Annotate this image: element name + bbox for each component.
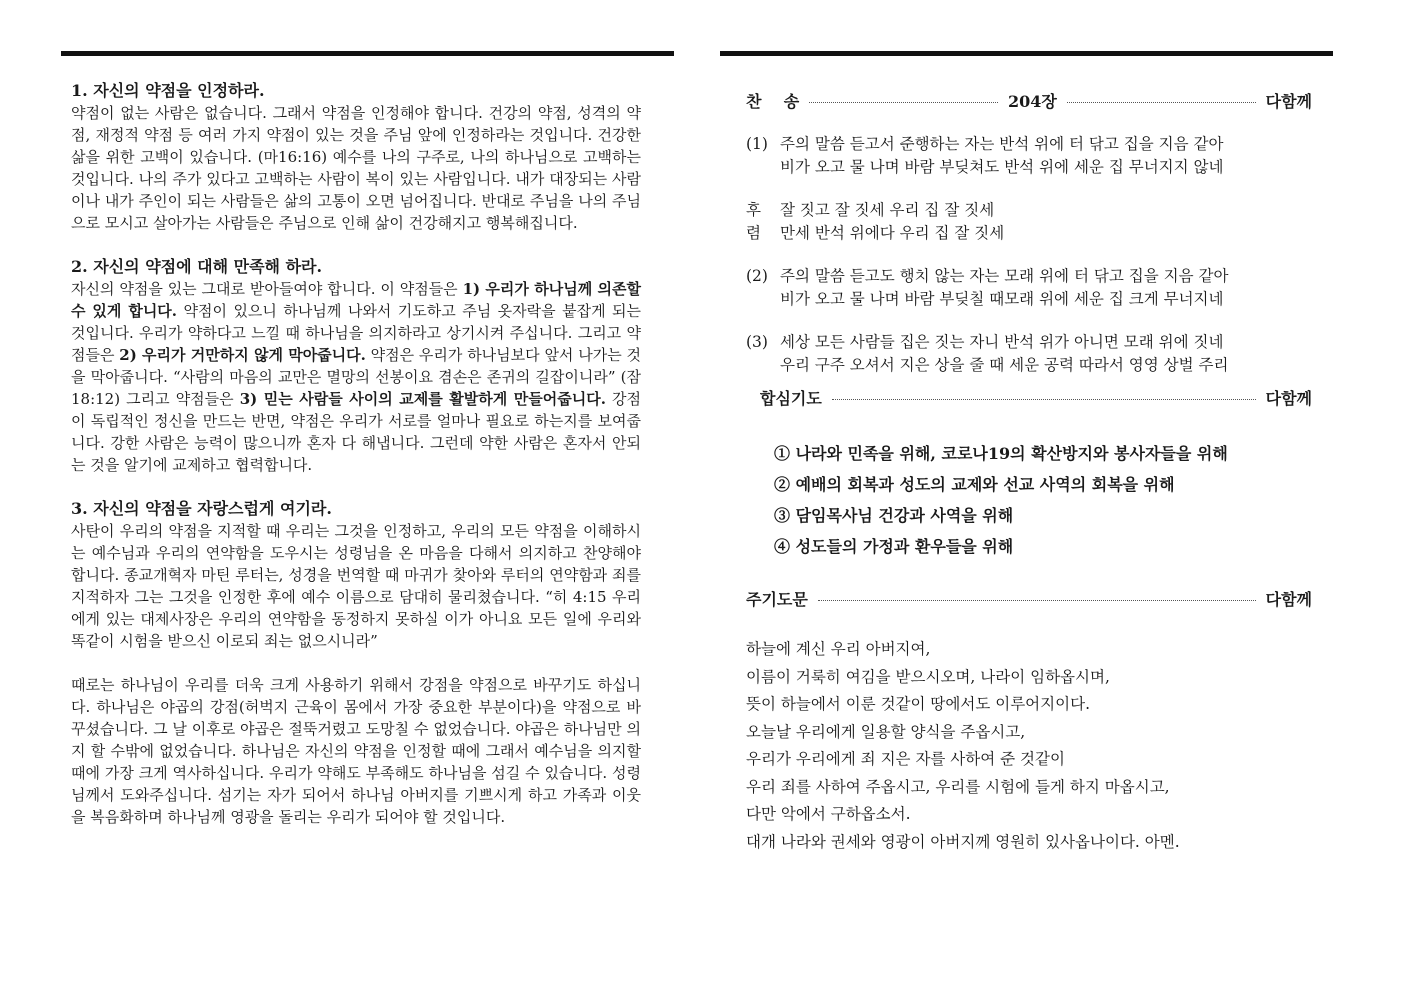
prayer-item: ③ 담임목사님 건강과 사역을 위해: [774, 506, 1014, 525]
prayer-line: 대개 나라와 권세와 영광이 아버지께 영원히 있사옵나이다. 아멘.: [746, 832, 1180, 851]
hymn-header: [746, 86, 1312, 114]
prayer-line: 오늘날 우리에게 일용할 양식을 주옵시고,: [746, 722, 1026, 741]
sermon-column: [71, 80, 641, 828]
hymn-line: [746, 265, 1312, 288]
emphasis-text: 2) 우리가 거만하지 않게 막아줍니다.: [119, 346, 366, 364]
body-text: 약점이 없는 사람은 없습니다. 그래서 약점을 인정해야 합니다. 건강의 약점, 성격의 약점, 재정적 약점 등 여러 가지 약점이 있는 것을 주님 앞에 인정하라는 것입니다. 건강한 삶을 위한 고백이 있습니다. (마16:16) 예수를 나의 구주로, 나의 하나님으로 고백하는 것입니다. 나의 주가 있다고 고백하는 사람이 복이 있는 사람입니다. 내가 대장되는 사람이나 내가 주인이 되는 사람들은 삶의 고통이 오면 넘어집니다. 반대로 주님을 나의 주님으로 모시고 살아가는 사람들은 주님으로 인해 삶이 건강해지고 행복해집니다.: [71, 104, 641, 232]
leader-dots: [832, 399, 1256, 400]
verse-mark: 렴: [746, 224, 761, 242]
lyric-text: 만세 반석 위에다 우리 집 잘 짓세: [780, 224, 1005, 242]
stanza-gap: [746, 311, 1312, 331]
hymn-who: 다함께: [1265, 91, 1312, 111]
section-title: 1. 자신의 약점을 인정하라.: [71, 81, 265, 100]
body-text: 사탄이 우리의 약점을 지적할 때 우리는 그것을 인정하고, 우리의 모든 약점을 이해하시는 예수님과 우리의 연약함을 도우시는 성령님을 온 마음을 다해서 의지하고 찬양해야 합니다. 종교개혁자 마틴 루터는, 성경을 번역할 때 마귀가 찾아와 루터의 연약함과 죄를 지적하자 그는 그것을 인정한 후에 예수 이름으로 담대히 물리쳤습니다. “히 4:15 우리에게 있는 대제사장은 우리의 연약함을 동정하지 못하실 이가 아니요 모든 일에 우리와 똑같이 시험을 받으신 이로되 죄는 없으시니라”: [71, 522, 641, 650]
section-paragraph: [71, 674, 641, 828]
leader-dots: [809, 102, 998, 103]
lords-prayer-text: [746, 636, 1312, 856]
body-text: 약점이 있으니 하나님께 나와서 기도하고 주님 옷자락을 붙잡게 되는 것입니다. 우리가 약하다고 느낄 때 하나님을 의지하라고 상기시켜 주십니다. 그리고 약점들은: [71, 302, 642, 364]
verse-mark: [746, 288, 780, 311]
prayer-line: 우리 죄를 사하여 주옵시고, 우리를 시험에 들게 하지 마옵시고,: [746, 777, 1170, 796]
section-paragraph: [71, 278, 641, 476]
hymn-label: 찬 송: [746, 91, 800, 111]
section-paragraph: [71, 102, 641, 234]
leader-dots: [1067, 102, 1256, 103]
hymn-line: [746, 199, 1312, 222]
hymn-number: 204장: [1007, 91, 1057, 111]
prayer-item: ④ 성도들의 가정과 환우들을 위해: [774, 537, 1014, 556]
hymn-line: [746, 331, 1312, 354]
hymn-line: [746, 354, 1312, 377]
verse-mark: (3): [746, 333, 768, 351]
top-rule-left: [61, 51, 674, 56]
verse-mark: (1): [746, 135, 768, 153]
verse-mark: [746, 156, 780, 179]
prayer-line: 다만 악에서 구하옵소서.: [746, 805, 911, 823]
body-text: 강점이 독립적인 정신을 만드는 반면, 약점은 우리가 서로를 얼마나 필요로 하는지를 보여줍니다. 강한 사람은 능력이 많으니까 혼자 다 해냅니다. 그런데 약한 사람은 혼자서 안되는 것을 알기에 교제하고 협력합니다.: [71, 390, 641, 474]
leader-dots: [818, 600, 1256, 601]
section-gap: [71, 476, 641, 498]
hymn-line: [746, 133, 1312, 156]
stanza-gap: [746, 179, 1312, 199]
lords-prayer-header: [746, 584, 1312, 612]
lyric-text: 잘 짓고 잘 짓세 우리 집 잘 짓세: [780, 201, 995, 219]
lyric-text: 우리 구주 오셔서 지은 상을 줄 때 세운 공력 따라서 영영 상벌 주리: [780, 356, 1229, 374]
stanza-gap: [746, 245, 1312, 265]
prayer-header: [746, 383, 1312, 411]
body-text: 자신의 약점을 있는 그대로 받아들여야 합니다. 이 약점들은: [71, 280, 463, 298]
emphasis-text: 3) 믿는 사람들 사이의 교제를 활발하게 만들어줍니다.: [239, 390, 606, 408]
lords-prayer-who: 다함께: [1265, 589, 1312, 609]
prayer-line: 뜻이 하늘에서 이룬 것같이 땅에서도 이루어지이다.: [746, 695, 1090, 713]
lyric-text: 세상 모든 사람들 집은 짓는 자니 반석 위가 아니면 모래 위에 짓네: [780, 333, 1224, 351]
section-title: 3. 자신의 약점을 자랑스럽게 여기라.: [71, 499, 332, 518]
paragraph-gap: [71, 652, 641, 674]
hymn-line: [746, 156, 1312, 179]
prayer-list: [746, 438, 1312, 562]
lyric-text: 비가 오고 물 나며 바람 부딪칠 때모래 위에 세운 집 크게 무너지네: [780, 290, 1224, 308]
section-gap: [71, 234, 641, 256]
prayer-who: 다함께: [1265, 388, 1312, 408]
lords-prayer-label: 주기도문: [746, 589, 808, 609]
verse-mark: (2): [746, 267, 768, 285]
hymn-line: [746, 288, 1312, 311]
lyric-text: 비가 오고 물 나며 바람 부딪쳐도 반석 위에 세운 집 무너지지 않네: [780, 158, 1224, 176]
emphasis-text: 1) 우리가 하나님께 의존할 수 있게 합니다.: [71, 280, 641, 320]
hymn-line: [746, 222, 1312, 245]
prayer-line: 하늘에 계신 우리 아버지여,: [746, 640, 931, 658]
top-rule-right: [720, 51, 1333, 56]
prayer-line: 이름이 거룩히 여김을 받으시오며, 나라이 임하옵시며,: [746, 667, 1110, 686]
body-text: 약점은 우리가 하나님보다 앞서 나가는 것을 막아줍니다. “사람의 마음의 교만은 멸망의 선봉이요 겸손은 존귀의 길잡이니라” (잠18:12) 그리고 약점들은: [71, 346, 641, 408]
verse-mark: [746, 354, 780, 377]
prayer-line: 우리가 우리에게 죄 지은 자를 사하여 준 것같이: [746, 750, 1065, 768]
prayer-item: ① 나라와 민족을 위해, 코로나19의 확산방지와 봉사자들을 위해: [774, 444, 1228, 463]
prayer-item: ② 예배의 회복과 성도의 교제와 선교 사역의 회복을 위해: [774, 475, 1175, 494]
verse-mark: 후: [746, 201, 761, 219]
lyric-text: 주의 말씀 듣고도 행치 않는 자는 모래 위에 터 닦고 집을 지음 같아: [780, 267, 1229, 285]
lyric-text: 주의 말씀 듣고서 준행하는 자는 반석 위에 터 닦고 집을 지음 같아: [780, 135, 1224, 153]
body-text: 때로는 하나님이 우리를 더욱 크게 사용하기 위해서 강점을 약점으로 바꾸기도 하십니다. 하나님은 야곱의 강점(허벅지 근육이 몸에서 가장 중요한 부분이다)을 약점으로 바꾸셨습니다. 그 날 이후로 야곱은 절뚝거렸고 도망칠 수 없었습니다. 야곱은 하나님만 의지 할 수밖에 없었습니다. 하나님은 자신의 약점을 인정할 때에 그래서 예수님을 의지할 때에 가장 크게 역사하십니다. 우리가 약해도 부족해도 하나님을 섬길 수 있습니다. 성령님께서 도와주십니다. 섬기는 자가 되어서 하나님 아버지를 기쁘시게 하고 가족과 이웃을 복음화하며 하나님께 영광을 돌리는 우리가 되어야 할 것입니다.: [71, 676, 641, 826]
worship-order-column: [746, 86, 1312, 856]
section-paragraph: [71, 520, 641, 652]
prayer-label: 합심기도: [760, 388, 822, 408]
hymn-lyrics: [746, 133, 1312, 377]
section-title: 2. 자신의 약점에 대해 만족해 하라.: [71, 257, 323, 276]
